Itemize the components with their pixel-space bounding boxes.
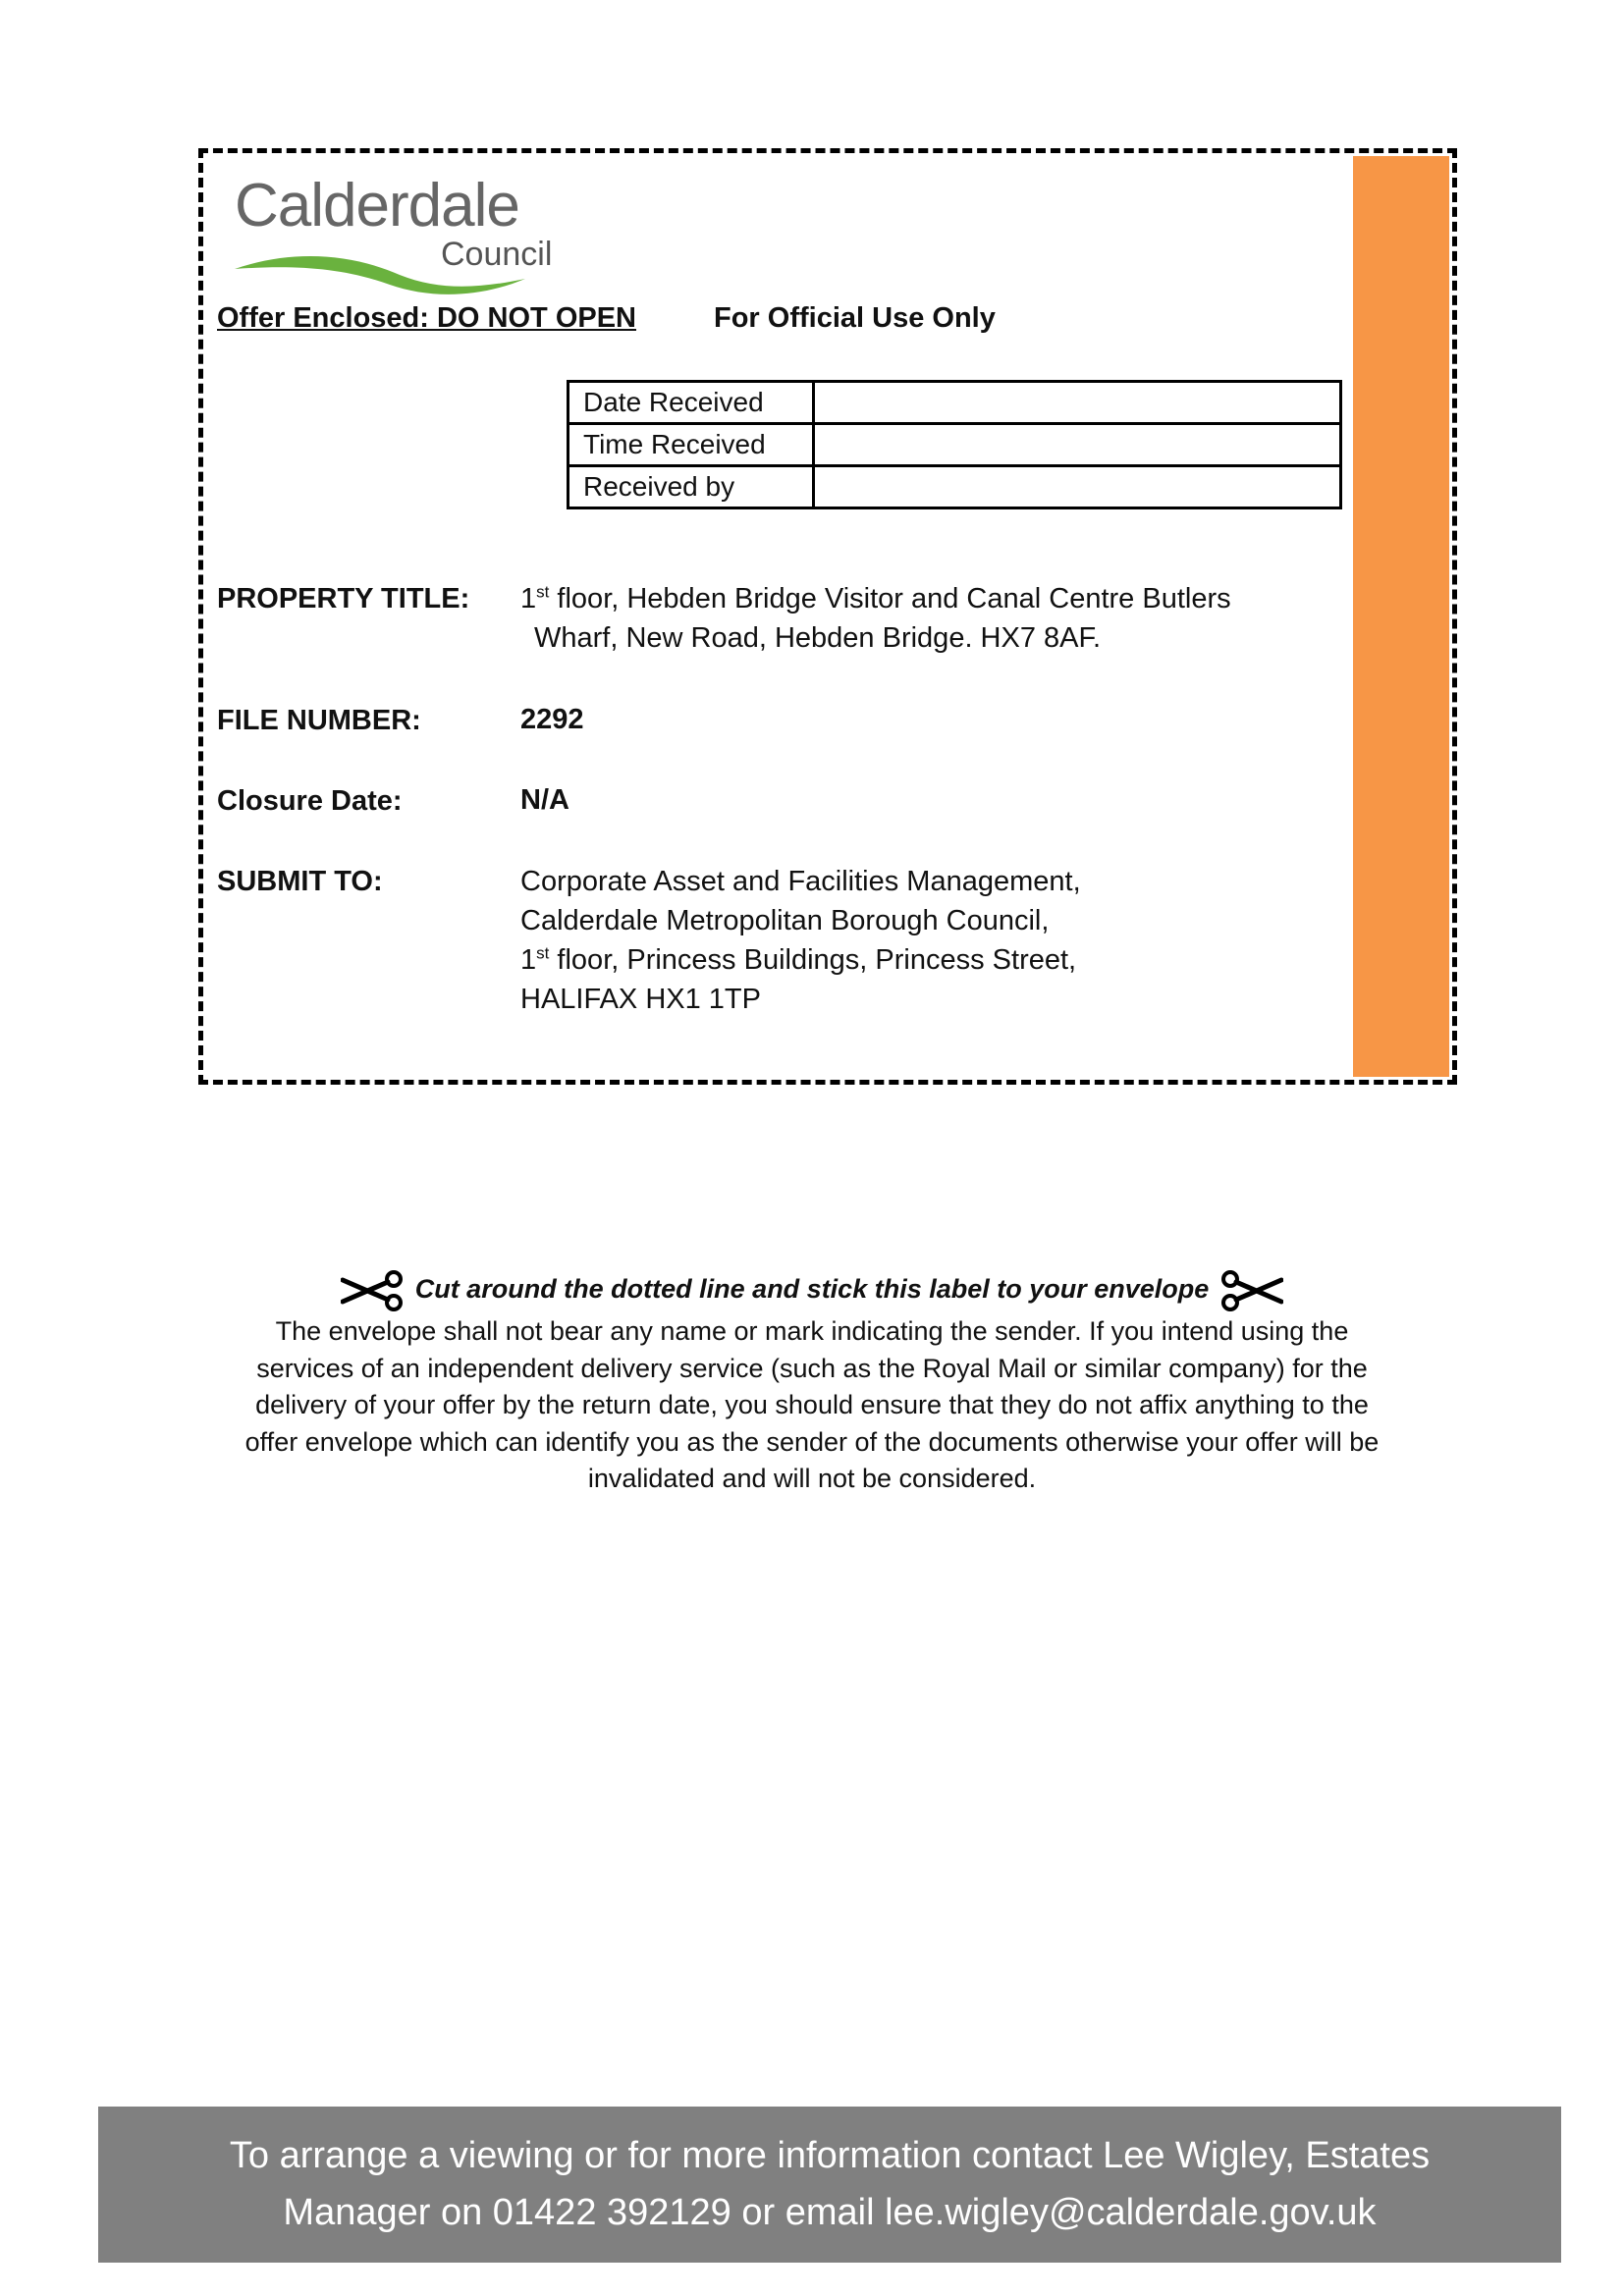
table-cell-value (814, 424, 1341, 466)
logo-wordmark: Calderdale (235, 172, 519, 240)
notice-line: delivery of your offer by the return date, you should ensure that they do not affix anything to the (255, 1390, 1369, 1419)
footer-line: Manager on 01422 392129 or email lee.wigley@calderdale.gov.uk (283, 2192, 1377, 2233)
scissors-icon (1218, 1270, 1283, 1311)
address-line: Corporate Asset and Facilities Management, (520, 866, 1081, 897)
table-cell-value (814, 466, 1341, 508)
logo-subtitle: Council (441, 236, 553, 273)
closure-date-label: Closure Date: (217, 785, 403, 817)
file-number-value: 2292 (520, 704, 584, 735)
property-title-value (520, 579, 1231, 658)
table-row (568, 382, 1341, 424)
official-use-table (567, 380, 1342, 509)
table-row (568, 424, 1341, 466)
envelope-label (198, 148, 1457, 1085)
property-title-label: PROPERTY TITLE: (217, 583, 470, 614)
contact-footer (98, 2107, 1561, 2263)
calderdale-logo (233, 167, 553, 294)
table-cell-value (814, 382, 1341, 424)
footer-line: To arrange a viewing or for more information contact Lee Wigley, Estates (229, 2135, 1431, 2176)
table-cell-label: Received by (568, 466, 814, 508)
property-line-1: 1st floor, Hebden Bridge Visitor and Canal Centre Butlers (520, 582, 1231, 614)
table-cell-label: Date Received (568, 382, 814, 424)
submit-to-label: SUBMIT TO: (217, 866, 383, 897)
notice-line: The envelope shall not bear any name or mark indicating the sender. If you intend using the (275, 1316, 1349, 1346)
scissors-icon (341, 1270, 406, 1311)
file-number-label: FILE NUMBER: (217, 705, 421, 736)
table-row (568, 466, 1341, 508)
notice-line: offer envelope which can identify you as the sender of the documents otherwise your offer will be (244, 1426, 1380, 1457)
official-use-heading: For Official Use Only (714, 302, 996, 334)
notice-line: invalidated and will not be considered. (587, 1464, 1037, 1493)
orange-side-bar (1353, 156, 1449, 1077)
property-line-2: Wharf, New Road, Hebden Bridge. HX7 8AF. (534, 622, 1102, 654)
cut-instruction (0, 1270, 1624, 1311)
table-cell-label: Time Received (568, 424, 814, 466)
closure-date-value: N/A (520, 784, 569, 816)
submit-to-address (520, 862, 1081, 1019)
address-line: Calderdale Metropolitan Borough Council, (520, 905, 1050, 936)
address-line: 1st floor, Princess Buildings, Princess Street, (520, 943, 1077, 976)
notice-line: services of an independent delivery service (such as the Royal Mail or similar company) for the (256, 1353, 1368, 1383)
address-line: HALIFAX HX1 1TP (520, 984, 761, 1015)
envelope-notice (147, 1313, 1477, 1498)
offer-enclosed-heading: Offer Enclosed: DO NOT OPEN (217, 302, 636, 334)
cut-instruction-text: Cut around the dotted line and stick this label to your envelope (414, 1274, 1210, 1305)
